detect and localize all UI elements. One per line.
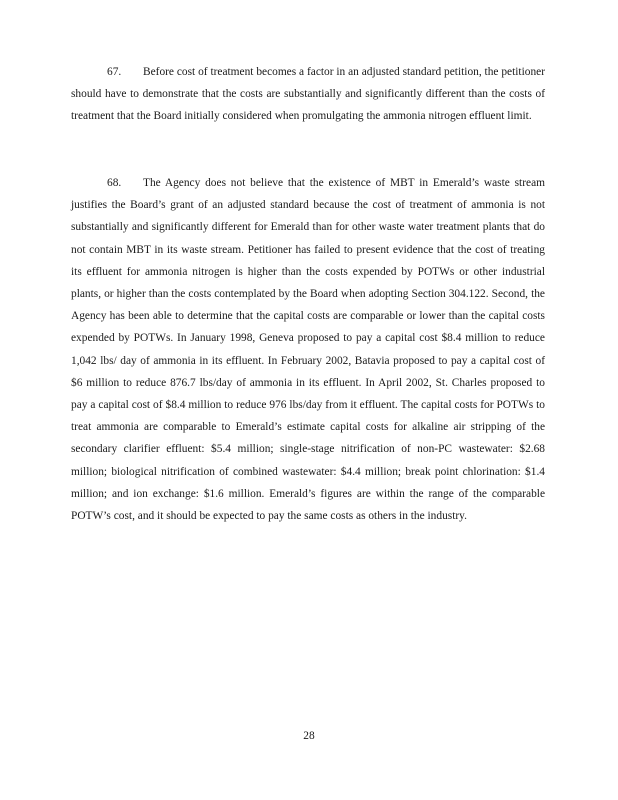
paragraph-text: Before cost of treatment becomes a factor in an adjusted standard petition, the petitioner should have to demonstrate that the costs are substantially and significantly different than the costs of treatment that the Board initially considered when promulgating the ammonia nitrogen effluent limit. [71, 66, 545, 123]
page-number: 28 [303, 730, 315, 742]
paragraph-number: 67. [107, 66, 122, 78]
paragraph-text: The Agency does not believe that the existence of MBT in Emerald’s waste stream justifies the Board’s grant of an adjusted standard because the cost of treatment of ammonia is not substantially and significantly different for Emerald than for other waste water treatment plants that do not contain MBT in its waste stream. Petitioner has failed to present evidence that the cost of treating its effluent for ammonia nitrogen is higher than the costs expended by POTWs or other industrial plants, or higher than the costs contemplated by the Board when adopting Section 304.122. Second, the Agency has been able to determine that the capital costs are comparable or lower than the capital costs expended by POTWs. In January 1998, Geneva proposed to pay a capital cost $8.4 million to reduce 1,042 lbs/ day of ammonia in its effluent. In February 2002, Batavia proposed to pay a capital cost of $6 million to reduce 876.7 lbs/day of ammonia in its effluent. In April 2002, St. Charles proposed to pay a capital cost of $8.4 million to reduce 976 lbs/day from it effluent. The capital costs for POTWs to treat ammonia are comparable to Emerald’s estimate capital costs for alkaline air stripping of the secondary clarifier effluent: $5.4 million; single-stage nitrification of non-PC wastewater: $2.68 million; biological nitrification of combined wastewater: $4.4 million; break point chlorination: $1.4 million; and ion exchange: $1.6 million. Emerald’s figures are within the range of the comparable POTW’s cost, and it should be expected to pay the same costs as others in the industry. [71, 177, 545, 523]
paragraph-number: 68. [107, 177, 122, 189]
paragraph-67 [71, 61, 545, 128]
paragraph-68 [71, 172, 545, 527]
